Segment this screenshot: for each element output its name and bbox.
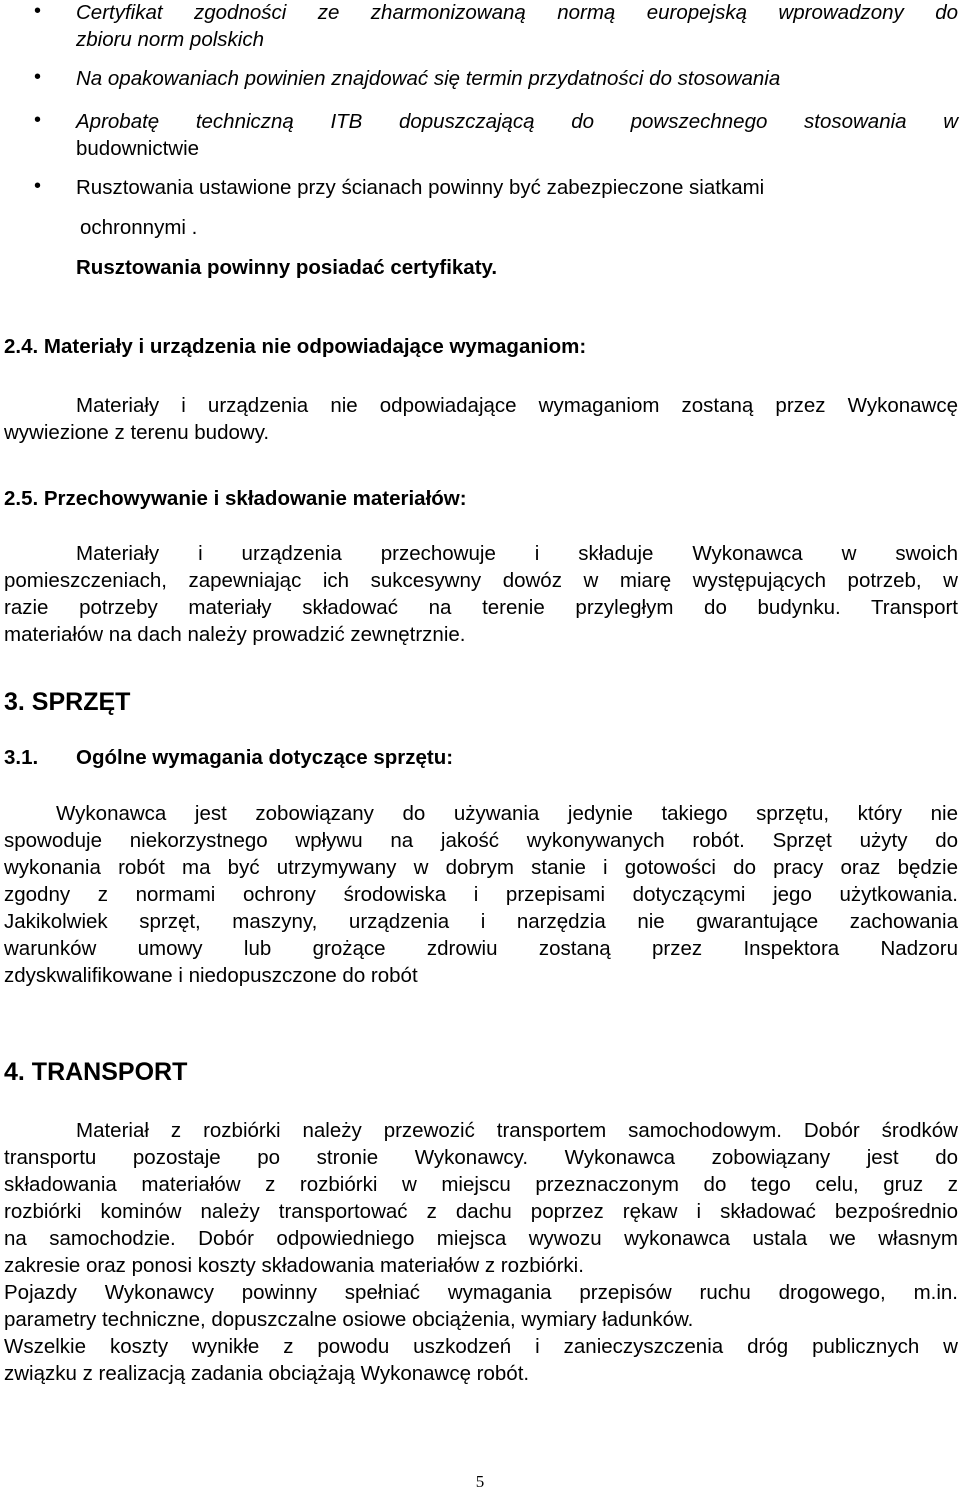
bullet-icon: • xyxy=(34,66,42,88)
bullet-item-4-line-1: Rusztowania ustawione przy ścianach powinny być zabezpieczone siatkami xyxy=(76,176,765,199)
section-4-heading: 4. TRANSPORT xyxy=(4,1058,188,1086)
section-2-4-line-2: wywiezione z terenu budowy. xyxy=(4,421,270,444)
section-2-5-line-2: pomieszczeniach, zapewniając ich sukcesywny dowóz w miarę występujących potrzeb, w xyxy=(4,569,958,592)
bullet-icon: • xyxy=(34,175,42,197)
section-2-4-heading: 2.4. Materiały i urządzenia nie odpowiadające wymaganiom: xyxy=(4,335,587,358)
section-3-line-3: wykonania robót ma być utrzymywany w dobrym stanie i gotowości do pracy oraz będzie xyxy=(4,856,958,879)
section-4-line-5: na samochodzie. Dobór odpowiedniego miejsca wywozu wykonawca ustala we własnym xyxy=(4,1227,958,1250)
bullet-item-1-line-1: Certyfikat zgodności ze zharmonizowaną normą europejską wprowadzony do xyxy=(76,1,958,24)
section-3-line-1: Wykonawca jest zobowiązany do używania jedynie takiego sprzętu, który nie xyxy=(56,802,958,825)
bullet-item-3-line-2: budownictwie xyxy=(76,137,200,160)
section-4-line-4: rozbiórki kominów należy transportować z dachu poprzez rękaw i składować bezpośrednio xyxy=(4,1200,958,1223)
bullet-item-2: Na opakowaniach powinien znajdować się termin przydatności do stosowania xyxy=(76,67,781,90)
bullet-icon: • xyxy=(34,109,42,131)
section-4-line-6: zakresie oraz ponosi koszty składowania materiałów z rozbiórki. xyxy=(4,1254,584,1277)
section-3-line-6: warunków umowy lub grożące zdrowiu zostaną przez Inspektora Nadzoru xyxy=(4,937,958,960)
section-4-line-3: składowania materiałów z rozbiórki w miejscu przeznaczonym do tego celu, gruz z xyxy=(4,1173,958,1196)
section-3-line-7: zdyskwalifikowane i niedopuszczone do robót xyxy=(4,964,418,987)
section-2-5-line-1: Materiały i urządzenia przechowuje i składuje Wykonawca w swoich xyxy=(76,542,958,565)
section-3-line-2: spowoduje niekorzystnego wpływu na jakość wykonywanych robót. Sprzęt użyty do xyxy=(4,829,958,852)
section-3-heading: 3. SPRZĘT xyxy=(4,688,131,716)
section-2-5-line-4: materiałów na dach należy prowadzić zewnętrznie. xyxy=(4,623,466,646)
section-4-line-1: Materiał z rozbiórki należy przewozić transportem samochodowym. Dobór środków xyxy=(76,1119,958,1142)
certificate-note: Rusztowania powinny posiadać certyfikaty. xyxy=(76,256,498,279)
bullet-item-1-line-2: zbioru norm polskich xyxy=(76,28,264,51)
section-2-5-line-3: razie potrzeby materiały składować na terenie przyległym do budynku. Transport xyxy=(4,596,958,619)
section-3-1-number: 3.1. xyxy=(4,746,39,769)
bullet-item-4-line-2: ochronnymi . xyxy=(80,216,198,239)
section-3-1-title: Ogólne wymagania dotyczące sprzętu: xyxy=(76,746,454,769)
section-3-line-5: Jakikolwiek sprzęt, maszyny, urządzenia i narzędzia nie gwarantujące zachowania xyxy=(4,910,958,933)
section-4-line-8: parametry techniczne, dopuszczalne osiowe obciążenia, wymiary ładunków. xyxy=(4,1308,694,1331)
section-4-line-9: Wszelkie koszty wynikłe z powodu uszkodzeń i zanieczyszczenia dróg publicznych w xyxy=(4,1335,958,1358)
section-2-4-line-1: Materiały i urządzenia nie odpowiadające wymaganiom zostaną przez Wykonawcę xyxy=(76,394,958,417)
bullet-item-3-line-1: Aprobatę techniczną ITB dopuszczającą do powszechnego stosowania w xyxy=(76,110,958,133)
page-number: 5 xyxy=(475,1472,485,1491)
section-4-line-10: związku z realizacją zadania obciążają Wykonawcę robót. xyxy=(4,1362,530,1385)
section-2-5-heading: 2.5. Przechowywanie i składowanie materiałów: xyxy=(4,487,467,510)
section-4-line-2: transportu pozostaje po stronie Wykonawcy. Wykonawca zobowiązany jest do xyxy=(4,1146,958,1169)
bullet-icon: • xyxy=(34,0,42,22)
section-4-line-7: Pojazdy Wykonawcy powinny spełniać wymagania przepisów ruchu drogowego, m.in. xyxy=(4,1281,958,1304)
section-3-line-4: zgodny z normami ochrony środowiska i przepisami dotyczącymi jego użytkowania. xyxy=(4,883,958,906)
